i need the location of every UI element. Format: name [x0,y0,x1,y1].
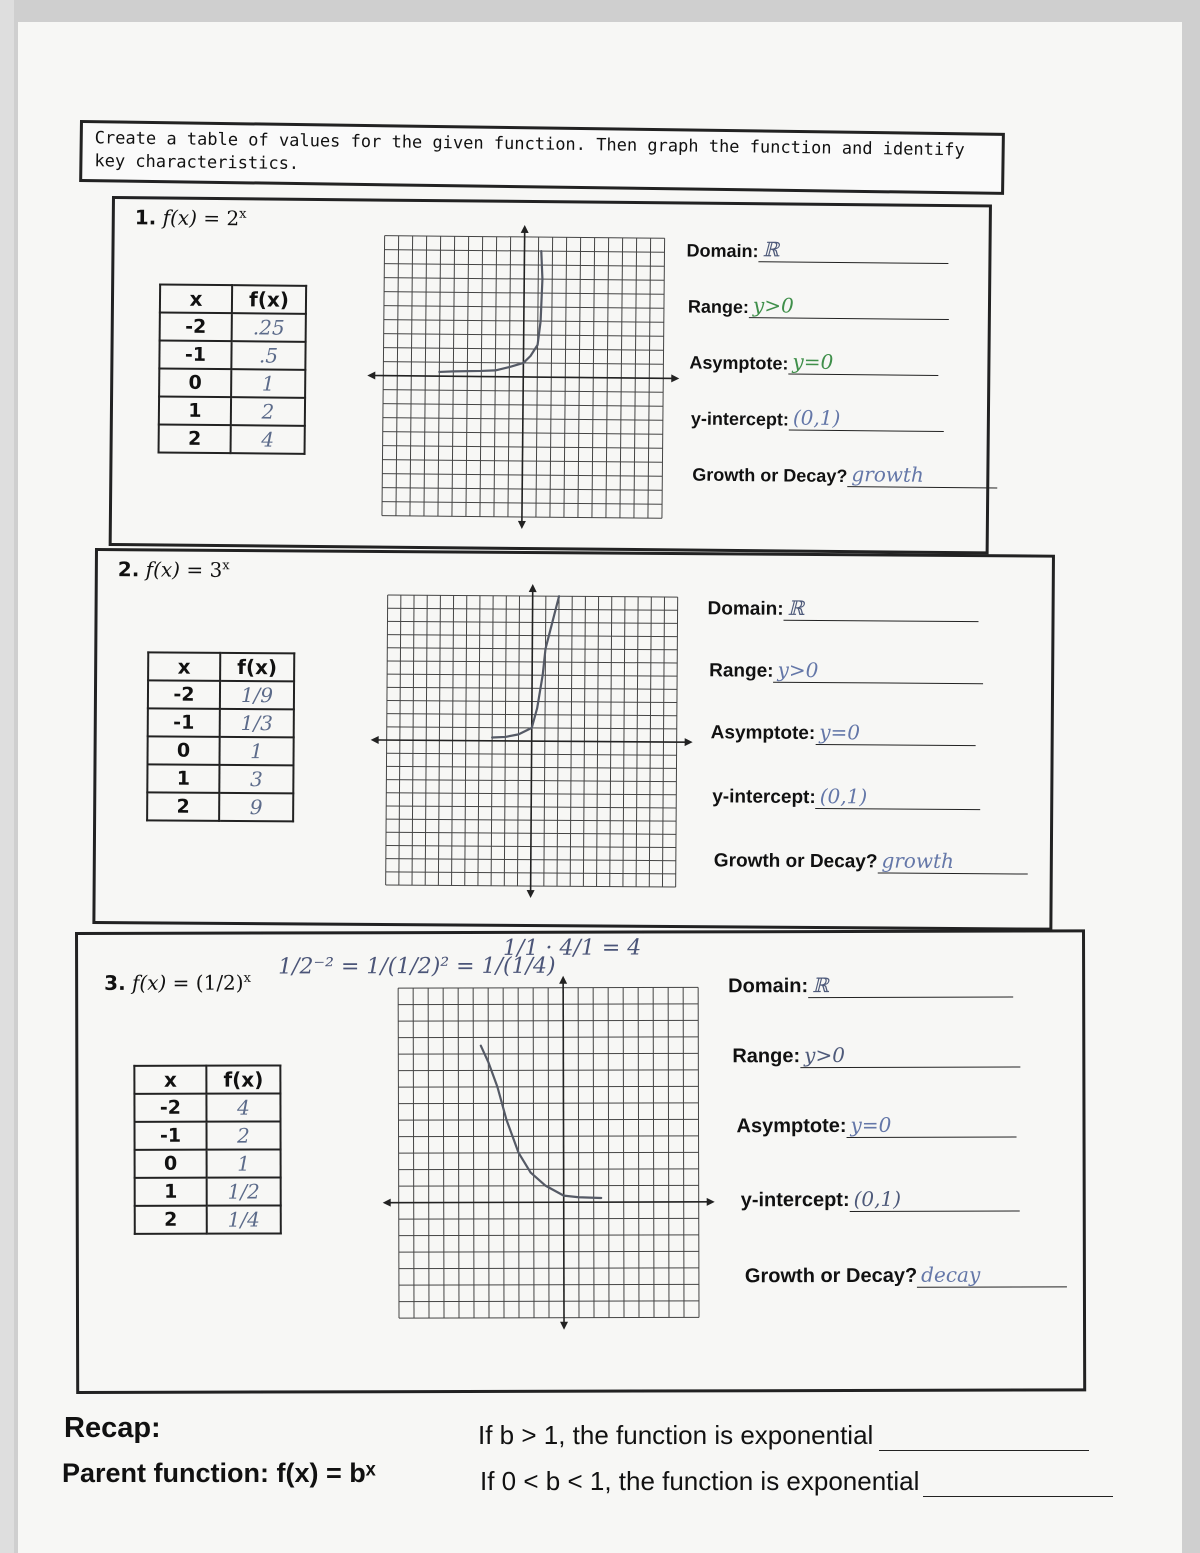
y-axis [563,980,564,1326]
problem-1-value-table: x f(x) -2 .25 -1 .5 0 1 1 2 2 4 [158,283,308,454]
function-curve [481,1045,601,1198]
problem-3-range-answer: y>0 [804,1042,845,1068]
x-axis-arrow-right [671,374,679,382]
rule-decay: If 0 < b < 1, the function is exponential [480,1466,1113,1497]
x-axis-arrow-left [383,1199,391,1207]
x-axis-arrow-right [707,1198,715,1206]
problem-2-domain-answer: ℝ [787,595,805,620]
problem-1-section: 1. $f(x) = 2^x$ x f(x) -2 .25 -1 .5 0 1 1 2 2 4 Domain: ℝ Range: y>0 Asymptote: y=0 y-intercept: (0,1) Growth or Decay? growth [109,196,992,554]
problem-3-graph [378,973,719,1344]
problem-2-graph [365,581,697,913]
problem-2-value-table: x f(x) -2 1/9 -1 1/3 0 1 1 3 2 9 [146,651,295,822]
rule-growth: If b > 1, the function is exponential [478,1420,1089,1451]
instructions-text: Create a table of values for the given function. Then graph the function and identify key characteristics. [94,128,965,175]
problem-1-domain-answer: ℝ [762,237,780,262]
problem-2-y-intercept-answer: (0,1) [819,784,868,809]
y-axis-arrow-up [529,584,537,592]
problem-3-growth-decay-answer: decay [921,1262,981,1287]
x-axis-arrow-right [685,738,693,746]
function-curve [492,596,559,738]
problem-1-y-intercept-answer: (0,1) [792,405,841,431]
x-axis-arrow-left [371,736,379,744]
page-shadow [0,0,14,1553]
y-axis-arrow-down [560,1322,568,1330]
problem-2-range-answer: y>0 [777,657,819,683]
recap-title: Recap: [64,1412,161,1444]
problem-3-value-table: x f(x) -2 4 -1 2 0 1 1 1/2 2 1/4 [133,1064,281,1234]
problem-1-title: 1. $f(x) = 2^x$ [134,205,247,231]
problem-3-asymptote-answer: y=0 [850,1112,892,1137]
x-axis-arrow-left [367,371,375,379]
problem-2-growth-decay-answer: growth [881,848,955,874]
y-axis-arrow-down [527,890,535,898]
problem-3-scratch-work-2: 1/1 · 4/1 = 4 [503,935,642,961]
function-curve [439,250,542,373]
problem-3-title: 3. $f(x) = (1/2)^x$ [104,970,251,995]
y-axis-arrow-down [518,521,526,529]
problem-3-domain-answer: ℝ [812,973,829,998]
problem-3-section: 3. $f(x) = (1/2)^x$ 1/2⁻² = 1/(1/2)² = 1/(1/4) 1/1 · 4/1 = 4 x f(x) -2 4 -1 2 0 1 1 1/2 2 1/4 Domain: ℝ Range: y>0 Asymptote: y=0 y-intercept: (0,1) Growth or Decay? decay [75,929,1086,1394]
problem-3-scratch-work-1: 1/2⁻² = 1/(1/2)² = 1/(1/4) [278,953,556,980]
problem-1-graph [362,219,685,532]
parent-function: Parent function: f(x) = bˣ [62,1458,376,1488]
problem-2-section: 2. $f(x) = 3^x$ x f(x) -2 1/9 -1 1/3 0 1 1 3 2 9 Domain: ℝ Range: y>0 Asymptote: y=0 y-intercept: (0,1) Growth or Decay? growth [92,548,1055,931]
x-axis [387,1202,711,1203]
problem-1-growth-decay-answer: growth [851,462,924,487]
instructions-box [79,120,1005,195]
problem-2-asymptote-answer: y=0 [819,720,861,745]
problem-2-title: 2. $f(x) = 3^x$ [117,557,230,582]
problem-3-y-intercept-answer: (0,1) [853,1186,902,1211]
problem-1-range-answer: y>0 [752,293,794,318]
problem-1-asymptote-answer: y=0 [792,349,834,374]
y-axis-arrow-up [559,976,567,984]
y-axis-arrow-up [521,225,529,233]
x-axis [375,740,689,742]
